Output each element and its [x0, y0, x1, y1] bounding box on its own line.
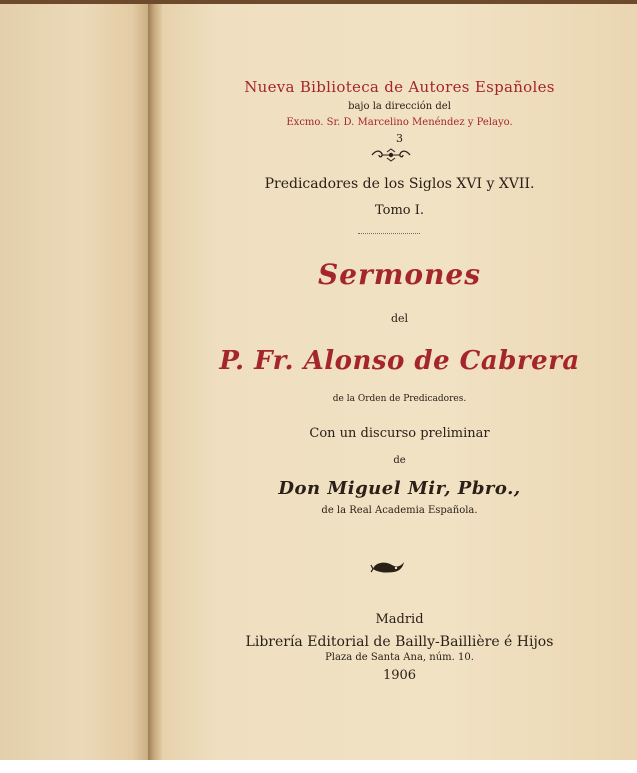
- publication-year: 1906: [382, 668, 417, 683]
- author-order: de la Orden de Predicadores.: [332, 394, 467, 404]
- whale-ornament-icon: [370, 557, 408, 577]
- editor-name: Excmo. Sr. D. Marcelino Menéndez y Pelayo.: [286, 117, 513, 128]
- divider-rule: [358, 233, 420, 234]
- series-title: [162, 78, 637, 96]
- fleuron-ornament-icon: [370, 148, 412, 162]
- city-line: Madrid: [375, 612, 424, 627]
- del-line: del: [390, 312, 409, 325]
- publisher-line: Librería Editorial de Bailly-Baillière é Hijos: [245, 634, 554, 650]
- volume-label: Tomo I.: [374, 203, 425, 218]
- series-text: Nueva Biblioteca de Autores Españoles: [244, 78, 555, 96]
- main-title: Sermones: [317, 258, 482, 291]
- left-page: [0, 4, 150, 766]
- direction-line: bajo la dirección del: [348, 101, 451, 112]
- discourse-line: Con un discurso preliminar: [309, 426, 490, 441]
- series-number: 3: [396, 132, 403, 145]
- title-page: [162, 0, 637, 773]
- author-name: P. Fr. Alonso de Cabrera: [219, 346, 580, 376]
- academy-line: de la Real Academia Española.: [321, 505, 478, 516]
- de-line: de: [393, 455, 406, 466]
- collection-title: Predicadores de los Siglos XVI y XVII.: [264, 176, 535, 192]
- prologist-name: Don Miguel Mir, Pbro.,: [278, 478, 521, 499]
- publisher-address: Plaza de Santa Ana, núm. 10.: [325, 652, 474, 663]
